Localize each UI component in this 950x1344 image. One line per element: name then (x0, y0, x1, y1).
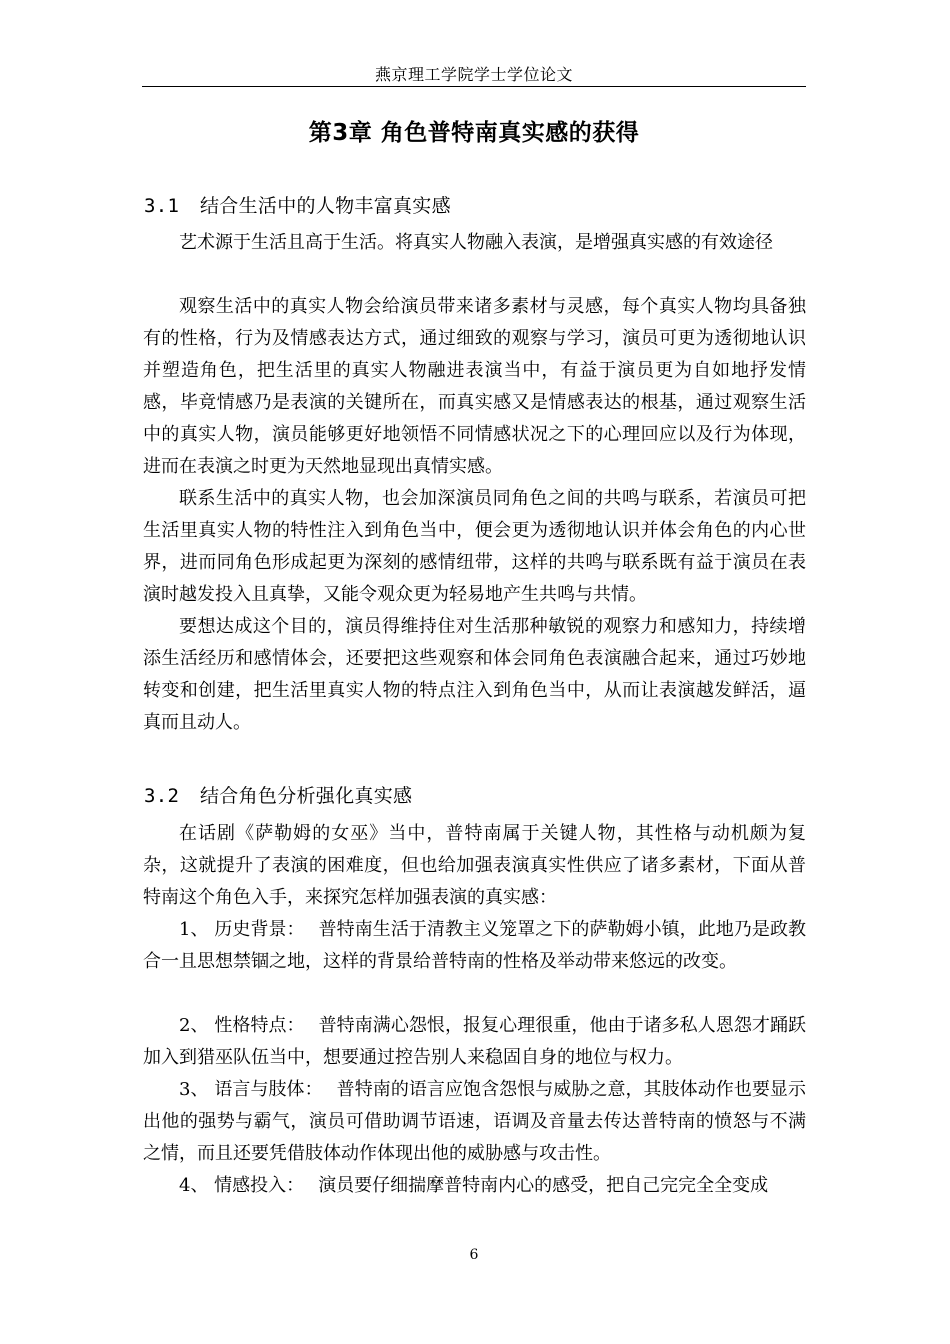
paragraph: 艺术源于生活且高于生活。将真实人物融入表演，是增强真实感的有效途径 (179, 232, 773, 253)
list-item-label: 3、 语言与肢体： (179, 1079, 323, 1100)
list-item (143, 1010, 806, 1074)
section-heading-3-1 (144, 191, 451, 218)
list-item-text: 普特南的语言应饱含怨恨与威胁之意，其肢体动作也要显示出他的强势与霸气，演员可借助调节语速，语调及音量去传达普特南的愤怒与不满之情，而且还要凭借肢体动作体现出他的威胁感与攻击性。 (143, 1079, 806, 1164)
paragraph: 要想达成这个目的，演员得维持住对生活那种敏锐的观察力和感知力，持续增添生活经历和感情体会，还要把这些观察和体会同角色表演融合起来，通过巧妙地转变和创建，把生活里真实人物的特点注入到角色当中，从而让表演越发鲜活，逼真而且动人。 (143, 616, 806, 733)
paragraph: 观察生活中的真实人物会给演员带来诸多素材与灵感，每个真实人物均具备独有的性格，行为及情感表达方式，通过细致的观察与学习，演员可更为透彻地认识并塑造角色，把生活里的真实人物融进表演当中，有益于演员更为自如地抒发情感，毕竟情感乃是表演的关键所在，而真实感又是情感表达的根基，通过观察生活中的真实人物，演员能够更好地领悟不同情感状况之下的心理回应以及行为体现，进而在表演之时更为天然地显现出真情实感。 (143, 296, 806, 477)
list-item (143, 914, 806, 978)
list-item-label: 2、 性格特点： (179, 1015, 305, 1036)
list-item-text: 普特南满心怨恨，报复心理很重，他由于诸多私人恩怨才踊跃加入到猎巫队伍当中，想要通过控告别人来稳固自身的地位与权力。 (143, 1015, 806, 1068)
paragraph-intro: 在话剧《萨勒姆的女巫》当中，普特南属于关键人物，其性格与动机颇为复杂，这就提升了表演的困难度，但也给加强表演真实性供应了诸多素材，下面从普特南这个角色入手，来探究怎样加强表演的真实感： (143, 823, 806, 908)
list-item-label: 4、 情感投入： (179, 1175, 305, 1196)
list-item-text: 普特南生活于清教主义笼罩之下的萨勒姆小镇，此地乃是政教合一且思想禁锢之地，这样的背景给普特南的性格及举动带来悠远的改变。 (143, 919, 806, 972)
chapter-title: 第3章 角色普特南真实感的获得 (308, 120, 640, 146)
page-number: 6 (469, 1247, 479, 1263)
section-heading-3-2 (144, 781, 412, 808)
section-number: 3.2 (144, 785, 180, 807)
list-item-text: 演员要仔细揣摩普特南内心的感受，把自己完完全全变成 (318, 1175, 769, 1196)
section-number: 3.1 (144, 195, 180, 217)
page-header-title: 燕京理工学院学士学位论文 (374, 65, 573, 84)
section-title: 结合生活中的人物丰富真实感 (200, 195, 451, 217)
section-title: 结合角色分析强化真实感 (200, 785, 413, 807)
list-item (143, 1074, 806, 1170)
list-item-label: 1、 历史背景： (179, 919, 305, 940)
list-item (143, 1170, 806, 1202)
paragraph: 联系生活中的真实人物，也会加深演员同角色之间的共鸣与联系，若演员可把生活里真实人物的特性注入到角色当中，便会更为透彻地认识并体会角色的内心世界，进而同角色形成起更为深刻的感情纽带，这样的共鸣与联系既有益于演员在表演时越发投入且真挚，又能令观众更为轻易地产生共鸣与共情。 (143, 488, 806, 605)
header-divider (142, 86, 806, 87)
